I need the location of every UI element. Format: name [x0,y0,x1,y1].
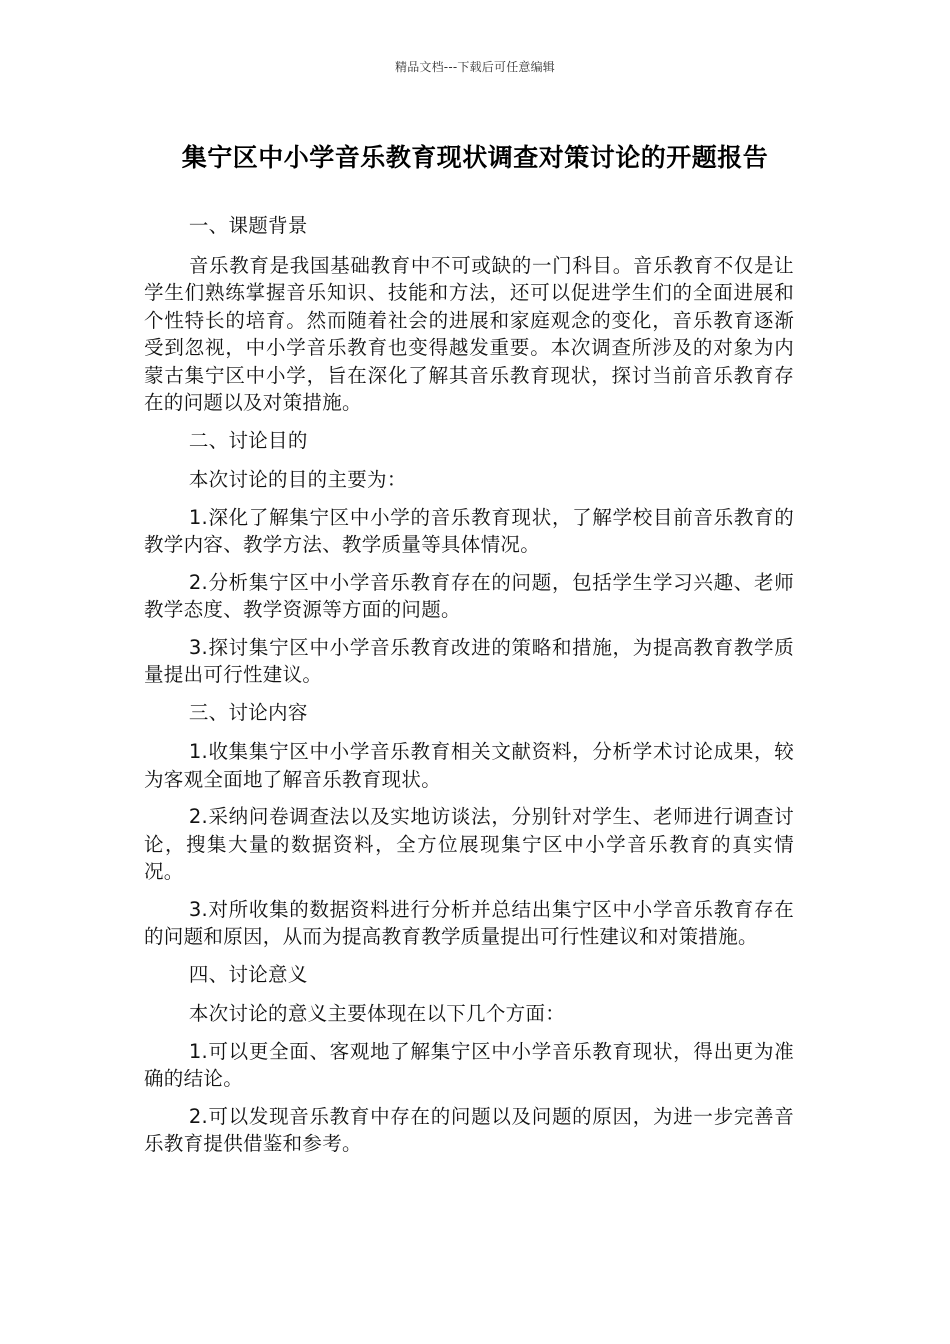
paragraph-purpose-intro: 本次讨论的目的主要为： [188,468,407,491]
paragraph-significance-item-2: 2.可以发现音乐教育中存在的问题以及问题的原因，为进一步完善音乐教育提供借鉴和参考。 [144,1104,794,1155]
section-heading-purpose: 二、讨论目的 [188,428,308,452]
paragraph-purpose-item-1: 1.深化了解集宁区中小学的音乐教育现状，了解学校目前音乐教育的教学内容、教学方法、教学质量等具体情况。 [144,505,794,556]
document-body [144,212,794,1168]
paragraph-purpose-item-2: 2.分析集宁区中小学音乐教育存在的问题，包括学生学习兴趣、老师教学态度、教学资源等方面的问题。 [144,570,794,621]
section-heading-content: 三、讨论内容 [188,700,308,724]
section-heading-significance: 四、讨论意义 [188,962,308,986]
header-note: 精品文档---下载后可任意编辑 [395,60,555,74]
paragraph-significance-item-1: 1.可以更全面、客观地了解集宁区中小学音乐教育现状，得出更为准确的结论。 [144,1039,794,1090]
paragraph-significance-intro: 本次讨论的意义主要体现在以下几个方面： [188,1002,566,1025]
paragraph-content-item-1: 1.收集集宁区中小学音乐教育相关文献资料，分析学术讨论成果，较为客观全面地了解音乐教育现状。 [144,740,794,791]
paragraph-purpose-item-3: 3.探讨集宁区中小学音乐教育改进的策略和措施，为提高教育教学质量提出可行性建议。 [144,635,794,686]
section-heading-background: 一、课题背景 [188,214,308,237]
document-title: 集宁区中小学音乐教育现状调查对策讨论的开题报告 [181,143,769,172]
paragraph-content-item-2: 2.采纳问卷调查法以及实地访谈法，分别针对学生、老师进行调查讨论，搜集大量的数据资料，全方位展现集宁区中小学音乐教育的真实情况。 [144,805,794,883]
paragraph-content-item-3: 3.对所收集的数据资料进行分析并总结出集宁区中小学音乐教育存在的问题和原因，从而为提高教育教学质量提出可行性建议和对策措施。 [144,897,794,948]
paragraph-background: 音乐教育是我国基础教育中不可或缺的一门科目。音乐教育不仅是让学生们熟练掌握音乐知识、技能和方法，还可以促进学生们的全面进展和个性特长的培育。然而随着社会的进展和家庭观念的变化，音乐教育逐渐受到忽视，中小学音乐教育也变得越发重要。本次调查所涉及的对象为内蒙古集宁区中小学，旨在深化了解其音乐教育现状，探讨当前音乐教育存在的问题以及对策措施。 [144,253,794,414]
